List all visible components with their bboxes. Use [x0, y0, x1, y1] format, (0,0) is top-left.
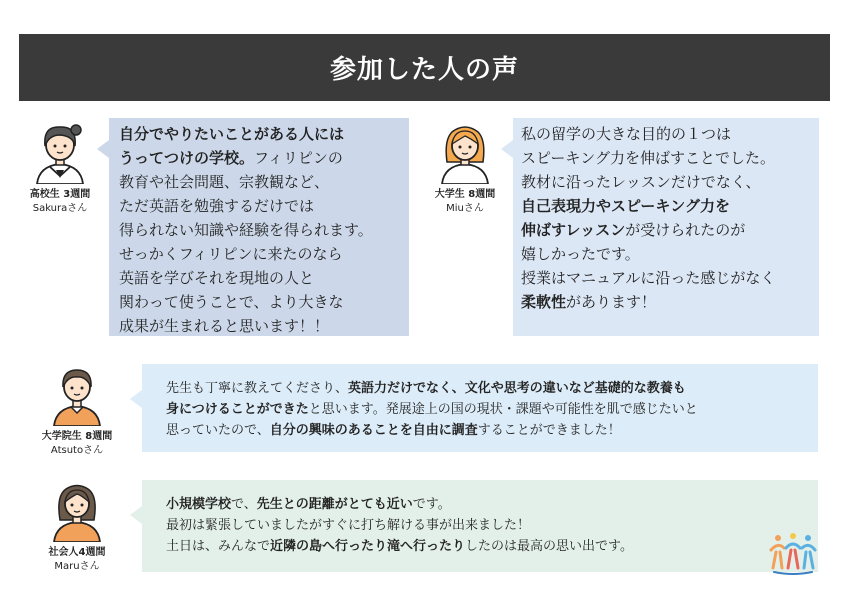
testimonial-bubble-miu	[513, 118, 819, 336]
person-name: Miuさん	[446, 203, 484, 214]
bubble-tail	[130, 390, 142, 408]
testimonial-line	[166, 536, 794, 557]
testimonial-line	[166, 378, 794, 399]
people-logo-icon	[768, 530, 818, 576]
person-role: 大学院生 8週間	[41, 431, 113, 442]
testimonial-bubble-atsuto	[142, 364, 818, 452]
highlight-text: 柔軟性	[521, 293, 567, 311]
page-title: 参加した人の声	[19, 34, 830, 101]
person-maru	[32, 478, 122, 574]
testimonial-line	[521, 218, 811, 242]
testimonial-line	[521, 122, 811, 146]
graduate-student-avatar-icon	[46, 362, 108, 426]
body-text: フィリピンの	[254, 149, 343, 167]
working-adult-avatar-icon	[46, 478, 108, 542]
testimonial-line	[119, 314, 399, 338]
testimonial-line	[521, 266, 811, 290]
body-text: 嬉しかったです。	[521, 245, 640, 263]
body-text: が受けられたのが	[625, 221, 746, 239]
body-text: スピーキング力を伸ばすことでした。	[521, 149, 775, 167]
testimonial-line	[119, 146, 399, 170]
person-role: 高校生 3週間	[29, 189, 91, 200]
body-text: 土日は、みんなで	[166, 539, 271, 554]
body-text: 授業はマニュアルに沿った感じがなく	[521, 269, 776, 287]
body-text: することができました！	[477, 423, 621, 438]
body-text: があります！	[566, 293, 657, 311]
testimonial-line	[119, 266, 399, 290]
body-text: 成果が生まれると思います！！	[119, 317, 330, 335]
bubble-tail	[501, 140, 513, 158]
person-miu	[423, 118, 507, 216]
highlight-text: 自己表現力やスピーキング力を	[521, 197, 730, 215]
testimonial-line	[521, 194, 811, 218]
body-text: せっかくフィリピンに来たのなら	[119, 245, 343, 263]
testimonial-line	[166, 420, 794, 441]
body-text: 思っていたので、	[166, 423, 270, 438]
body-text: 得られない知識や経験を得られます。	[119, 221, 373, 239]
highlight-text: 近隣の島へ行ったり滝へ行ったり	[270, 539, 466, 554]
testimonial-line	[521, 146, 811, 170]
testimonial-line	[166, 515, 794, 536]
schoolgirl-avatar-icon	[29, 118, 91, 184]
body-text: で、	[231, 497, 257, 512]
body-text: したのは最高の思い出です。	[465, 539, 633, 554]
testimonial-line	[166, 494, 794, 515]
person-role: 大学生 8週間	[434, 189, 496, 200]
testimonial-bubble-maru	[142, 480, 818, 572]
testimonial-line	[521, 242, 811, 266]
testimonial-line	[119, 242, 399, 266]
body-text: 関わって使うことで、より大きな	[119, 293, 344, 311]
testimonial-bubble-sakura	[109, 118, 409, 336]
person-sakura	[18, 118, 102, 216]
testimonial-line	[119, 170, 399, 194]
bubble-tail	[97, 140, 109, 158]
body-text: と思います。発展途上の国の現状・課題や可能性を肌で感じたいと	[308, 402, 698, 417]
highlight-text: 身につけることができた	[166, 402, 309, 417]
testimonial-line	[119, 290, 399, 314]
testimonial-line	[119, 218, 399, 242]
highlight-text: 先生との距離がとても近い	[256, 497, 413, 512]
body-text: 教育や社会問題、宗教観など、	[119, 173, 330, 191]
body-text: 英語を学びそれを現地の人と	[119, 269, 315, 287]
bubble-tail	[130, 506, 142, 524]
body-text: です。	[412, 497, 451, 512]
highlight-text: 自分でやりたいことがある人には	[119, 125, 345, 143]
testimonial-line	[166, 399, 794, 420]
highlight-text: 小規模学校	[166, 497, 232, 512]
person-atsuto	[32, 362, 122, 458]
body-text: ただ英語を勉強するだけでは	[119, 197, 315, 215]
testimonial-line	[521, 290, 811, 314]
highlight-text: 英語力だけでなく、文化や思考の違いなど基礎的な教養も	[348, 381, 686, 396]
highlight-text: うってつけの学校。	[119, 149, 255, 167]
testimonial-line	[521, 170, 811, 194]
person-role: 社会人4週間	[48, 547, 106, 558]
person-name: Sakuraさん	[32, 203, 88, 214]
body-text: 私の留学の大きな目的の１つは	[521, 125, 732, 143]
body-text: 最初は緊張していましたがすぐに打ち解ける事が出来ました！	[166, 518, 531, 533]
body-text: 先生も丁寧に教えてくださり、	[166, 381, 349, 396]
highlight-text: 伸ばすレッスン	[521, 221, 626, 239]
person-name: Maruさん	[54, 561, 100, 572]
person-name: Atsutoさん	[50, 445, 104, 456]
testimonial-line	[119, 194, 399, 218]
body-text: 教材に沿ったレッスンだけでなく、	[521, 173, 761, 191]
highlight-text: 自分の興味のあることを自由に調査	[269, 423, 478, 438]
university-student-avatar-icon	[434, 118, 496, 184]
testimonial-line	[119, 122, 399, 146]
